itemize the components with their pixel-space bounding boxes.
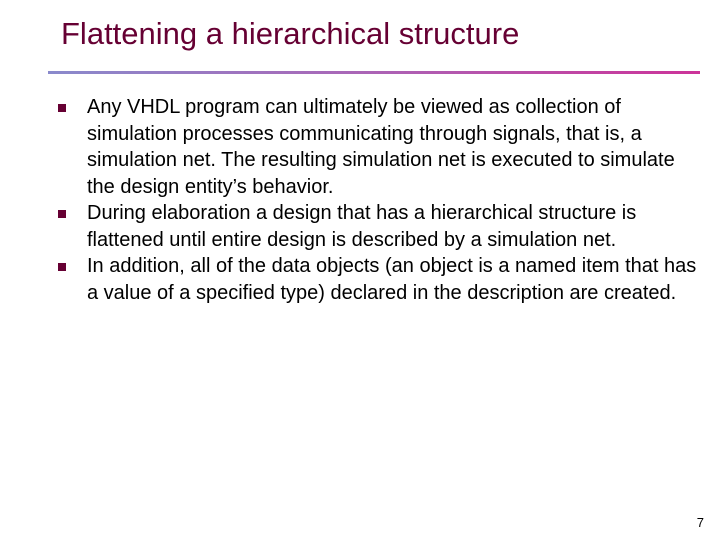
square-bullet-icon: [58, 263, 66, 271]
slide-title: Flattening a hierarchical structure: [61, 16, 520, 51]
bullet-text: During elaboration a design that has a hierarchical structure is flattened until entire design is described by a simulation net.: [87, 202, 637, 251]
bullet-item: [58, 94, 698, 200]
bullet-list: [58, 94, 698, 306]
square-bullet-icon: [58, 104, 66, 112]
title-divider: [48, 71, 700, 74]
bullet-item: [58, 200, 698, 253]
bullet-text: In addition, all of the data objects (an object is a named item that has a value of a specified type) declared in the description are created.: [87, 255, 697, 304]
square-bullet-icon: [58, 210, 66, 218]
bullet-item: [58, 253, 698, 306]
bullet-text: Any VHDL program can ultimately be viewed as collection of simulation processes communicating through signals, that is, a simulation net. The resulting simulation net is executed to simulate the design entity’s behavior.: [87, 96, 675, 198]
page-number: 7: [696, 515, 704, 530]
